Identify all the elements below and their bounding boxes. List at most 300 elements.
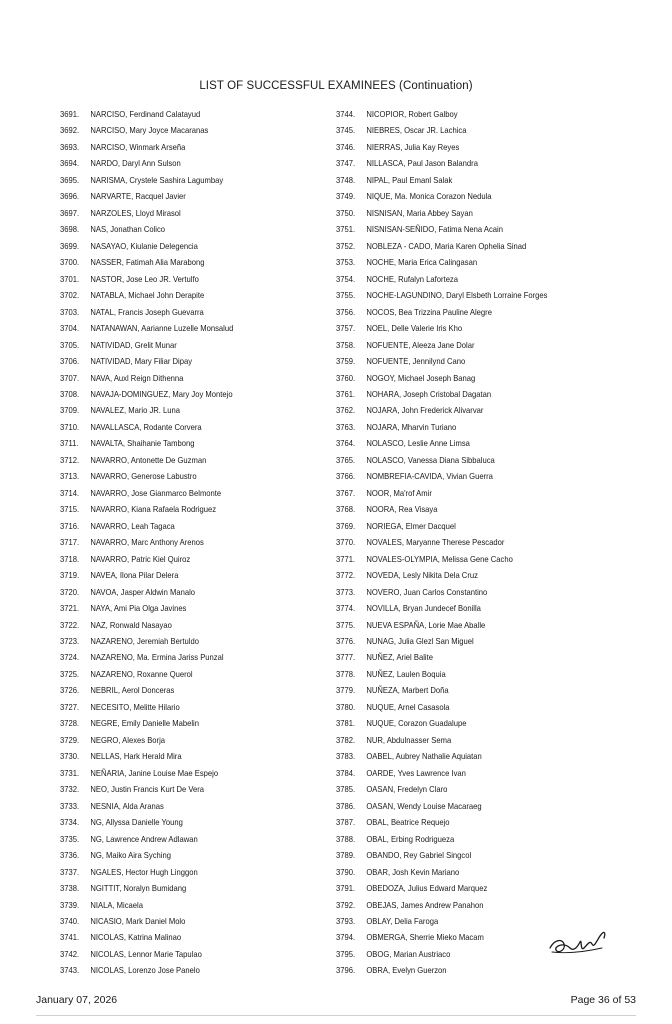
examinee-number: 3691. [60,109,80,119]
examinee-name: NOVILLA, Bryan Jundecef Bonilla [366,603,481,614]
examinee-row [60,353,299,369]
examinee-number: 3692. [60,125,80,136]
examinee-number: 3770. [336,537,356,548]
examinee-number: 3766. [336,471,356,482]
examinee-name: OBAL, Beatrice Requejo [366,817,450,828]
examinee-name: NILLASCA, Paul Jason Balandra [366,158,478,169]
examinee-row [60,122,299,138]
examinee-number: 3758. [336,339,356,350]
examinee-row [336,172,612,188]
examinee-number: 3782. [336,734,356,745]
examinee-number: 3728. [60,718,80,729]
examinee-row [60,897,299,913]
examinee-number: 3707. [60,372,80,383]
examinee-name: NAVOA, Jasper Aldwin Manalo [90,586,196,597]
examinee-name: NICOPIOR, Robert Galboy [366,109,458,119]
examinee-number: 3785. [336,784,356,795]
examinee-number: 3792. [336,899,356,910]
examinee-number: 3773. [336,586,356,597]
examinee-name: NICOLAS, Lennor Marie Tapulao [90,948,202,959]
examinee-name: NAZARENO, Jeremiah Bertuldo [90,636,199,646]
examinee-row [336,271,612,287]
examinee-name: NOEL, Delle Valerie Iris Kho [366,323,463,334]
examinee-number: 3701. [60,273,80,284]
examinee-number: 3700. [60,257,80,268]
examinee-name: NAVAJA-DOMINGUEZ, Mary Joy Montejo [90,388,233,399]
examinee-name: NUÑEZ, Ariel Balite [366,652,433,663]
examinee-number: 3772. [336,570,356,581]
examinee-row [60,962,299,978]
examinee-name: NOFUENTE, Aleeza Jane Dolar [366,339,475,350]
examinee-row [60,287,299,303]
examinee-number: 3749. [336,191,356,202]
examinee-number: 3709. [60,405,80,416]
examinee-row [60,155,299,171]
examinee-number: 3742. [60,948,80,959]
examinee-name: NAYA, Ami Pia Olga Javines [90,603,187,614]
examinee-row [336,897,612,913]
examinee-name: NUR, Abdulnasser Sema [366,734,452,745]
examinee-row [60,435,299,451]
examinee-row [336,353,612,369]
examinee-number: 3730. [60,751,80,762]
examinee-name: NUNAG, Julia Glezl San Miguel [366,636,474,646]
examinee-name: NG, Maiko Aira Syching [90,850,171,861]
examinee-row [336,402,612,418]
examinee-number: 3706. [60,356,80,367]
footer-page-number: Page 36 of 53 [570,994,636,1006]
examinee-name: NARVARTE, Racquel Javier [90,191,186,202]
examinee-number: 3794. [336,932,356,943]
signature-image [544,918,614,962]
examinee-number: 3784. [336,767,356,778]
examinee-number: 3719. [60,570,80,581]
examinee-number: 3760. [336,372,356,383]
examinee-row [60,370,299,386]
examinee-name: NEBRIL, Aerol Donceras [90,685,175,696]
examinee-number: 3713. [60,471,80,482]
examinee-row [60,798,299,814]
examinee-number: 3698. [60,224,80,235]
examinee-name: NOVALES, Maryanne Therese Pescador [366,537,505,548]
examinee-name: NOHARA, Joseph Cristobal Dagatan [366,388,492,399]
examinee-name: NAZARENO, Roxanne Querol [90,668,193,679]
examinee-number: 3727. [60,701,80,712]
examinee-name: OBLAY, Delia Faroga [366,915,439,926]
examinee-number: 3768. [336,504,356,515]
examinee-row [60,748,299,764]
examinee-number: 3721. [60,603,80,614]
examinee-row [336,320,612,336]
examinee-row [336,501,612,517]
examinee-name: NUÑEZ, Laulen Boquia [366,668,446,679]
examinee-row [60,386,299,402]
examinee-number: 3737. [60,866,80,877]
examinee-row [60,600,299,616]
examinee-row [336,122,612,138]
examinee-number: 3753. [336,257,356,268]
examinee-number: 3752. [336,240,356,251]
examinee-number: 3767. [336,487,356,498]
examinee-number: 3769. [336,520,356,531]
examinee-row [60,271,299,287]
examinee-number: 3741. [60,932,80,943]
examinee-row [336,205,612,221]
examinee-name: NEÑARIA, Janine Louise Mae Espejo [90,767,219,778]
examinee-name: NICASIO, Mark Daniel Molo [90,915,186,926]
examinee-row [336,419,612,435]
examinee-row [336,287,612,303]
examinee-row [60,732,299,748]
examinee-number: 3757. [336,323,356,334]
examinee-number: 3710. [60,421,80,432]
examinee-row [60,419,299,435]
examinee-number: 3790. [336,866,356,877]
examinee-number: 3756. [336,306,356,317]
examinee-name: NOJARA, John Frederick Alivarvar [366,405,484,416]
examinee-row [336,254,612,270]
examinee-name: NAVARRO, Generose Labustro [90,471,197,482]
examinee-name: NGITTIT, Noralyn Bumidang [90,883,187,894]
examinee-name: NIALA, Micaela [90,899,143,910]
examinee-number: 3783. [336,751,356,762]
examinee-row [60,501,299,517]
examinee-number: 3720. [60,586,80,597]
examinee-name: NATANAWAN, Aarianne Luzelle Monsalud [90,323,234,334]
examinee-row [336,600,612,616]
examinee-row [60,485,299,501]
examinee-number: 3717. [60,537,80,548]
examinee-number: 3759. [336,356,356,367]
examinee-name: NUÑEZA, Marbert Doña [366,685,449,696]
examinee-row [60,617,299,633]
examinee-number: 3697. [60,207,80,218]
examinee-row [336,386,612,402]
examinee-name: OBEJAS, James Andrew Panahon [366,899,484,910]
examinee-name: NAVALEZ, Mario JR. Luna [90,405,181,416]
examinee-number: 3745. [336,125,356,136]
examinee-number: 3779. [336,685,356,696]
examinee-number: 3796. [336,965,356,976]
examinee-row [60,946,299,962]
examinee-number: 3755. [336,290,356,301]
examinee-number: 3699. [60,240,80,251]
examinee-name: NASAYAO, Kiulanie Delegencia [90,240,198,251]
examinee-name: OBANDO, Rey Gabriel Singcol [366,850,472,861]
examinee-number: 3761. [336,388,356,399]
examinee-number: 3764. [336,438,356,449]
examinee-name: NIEBRES, Oscar JR. Lachica [366,125,467,136]
examinee-number: 3787. [336,817,356,828]
examinee-name: NOORA, Rea Visaya [366,504,438,515]
examinee-row [336,468,612,484]
examinee-name: OARDE, Yves Lawrence Ivan [366,767,466,778]
examinee-number: 3729. [60,734,80,745]
examinee-row [60,139,299,155]
examinee-name: NOBLEZA - CADO, Maria Karen Ophelia Sinad [366,240,527,251]
examinee-name: NOOR, Ma'rof Amir [366,487,432,498]
examinee-row [60,534,299,550]
examinee-name: NASSER, Fatimah Alia Marabong [90,257,205,268]
examinee-row [60,304,299,320]
examinee-row [336,435,612,451]
examinee-name: NOGOY, Michael Joseph Banag [366,372,476,383]
examinee-row [60,551,299,567]
examinee-number: 3781. [336,718,356,729]
examinee-row [336,798,612,814]
examinee-number: 3739. [60,899,80,910]
examinee-row [336,880,612,896]
examinee-name: NARCISO, Mary Joyce Macaranas [90,125,209,136]
examinee-number: 3726. [60,685,80,696]
examinee-number: 3723. [60,636,80,646]
examinee-number: 3751. [336,224,356,235]
examinee-row [336,748,612,764]
examinee-name: OBOG, Marian Austriaco [366,948,451,959]
examinee-name: NOLASCO, Vanessa Diana Sibbaluca [366,454,495,465]
examinee-name: NAVARRO, Jose Gianmarco Belmonte [90,487,222,498]
examinee-name: NAVALTA, Shaihanie Tambong [90,438,195,449]
examinee-row [60,584,299,600]
examinee-name: NOJARA, Mharvin Turiano [366,421,457,432]
examinee-number: 3795. [336,948,356,959]
examinee-name: NESNIA, Alda Aranas [90,800,164,811]
examinee-name: OASAN, Fredelyn Claro [366,784,448,795]
examinee-name: NUQUE, Corazon Guadalupe [366,718,467,729]
examinee-name: NOFUENTE, Jennilynd Cano [366,356,466,367]
examinee-name: OABEL, Aubrey Nathalie Aquiatan [366,751,482,762]
examinee-name: NUEVA ESPAÑA, Lorie Mae Aballe [366,619,486,630]
examinee-name: NECESITO, Melitte Hilario [90,701,180,712]
examinee-number: 3775. [336,619,356,630]
examinee-row [336,781,612,797]
examinee-number: 3789. [336,850,356,861]
examinee-name: OASAN, Wendy Louise Macaraeg [366,800,482,811]
examinee-row [336,765,612,781]
examinee-row [336,155,612,171]
examinee-name: NATAL, Francis Joseph Guevarra [90,306,204,317]
examinee-number: 3732. [60,784,80,795]
examinee-number: 3776. [336,636,356,646]
examinee-row [336,847,612,863]
examinee-name: NARZOLES, Lloyd Mirasol [90,207,181,218]
examinee-number: 3733. [60,800,80,811]
examinee-name: NOCHE-LAGUNDINO, Daryl Elsbeth Lorraine Forges [366,290,548,301]
examinee-name: NOVEDA, Lesly Nikita Dela Cruz [366,570,478,581]
examinee-name: NATIVIDAD, Mary Filiar Dipay [90,356,193,367]
examinee-row [336,139,612,155]
examinee-name: NAVARRO, Patric Kiel Quiroz [90,553,191,564]
examinee-name: NAVARRO, Antonette De Guzman [90,454,207,465]
examinee-number: 3791. [336,883,356,894]
examinee-row [60,929,299,945]
examinee-row [336,238,612,254]
footer-divider [36,1015,636,1016]
examinee-row [60,452,299,468]
examinee-row [336,864,612,880]
examinee-row [336,666,612,682]
examinee-number: 3695. [60,174,80,185]
examinee-row [60,402,299,418]
examinee-name: NELLAS, Hark Herald Mira [90,751,182,762]
examinee-row [60,831,299,847]
examinee-number: 3712. [60,454,80,465]
examinee-number: 3750. [336,207,356,218]
examinee-number: 3703. [60,306,80,317]
examinee-row [336,831,612,847]
examinee-number: 3715. [60,504,80,515]
examinee-row [336,518,612,534]
examinee-number: 3777. [336,652,356,663]
examinee-name: NG, Allyssa Danielle Young [90,817,183,828]
examinee-number: 3704. [60,323,80,334]
examinee-row [336,732,612,748]
examinee-number: 3774. [336,603,356,614]
examinee-name: NOLASCO, Leslie Anne Limsa [366,438,470,449]
examinee-name: NGALES, Hector Hugh Linggon [90,866,198,877]
examinee-row [60,320,299,336]
examinee-name: NARDO, Daryl Ann Sulson [90,158,181,169]
examinee-name: NISNISAN, Maria Abbey Sayan [366,207,473,218]
examinee-row [336,452,612,468]
examinee-name: OBAR, Josh Kevin Mariano [366,866,460,877]
examinees-list-right [336,106,636,979]
examinee-row [60,682,299,698]
examinee-row [336,584,612,600]
examinee-row [60,633,299,649]
examinee-number: 3793. [336,915,356,926]
examinee-name: NIERRAS, Julia Kay Reyes [366,141,460,152]
examinee-name: OBMERGA, Sherrie Mieko Macam [366,932,484,943]
examinee-name: NARISMA, Crystele Sashira Lagumbay [90,174,224,185]
examinee-number: 3762. [336,405,356,416]
examinee-name: NAVEA, Ilona Pilar Delera [90,570,179,581]
examinee-name: NAVA, Auxl Reign Dithenna [90,372,184,383]
examinee-name: OBAL, Erbing Rodrigueza [366,833,455,844]
examinee-row [60,649,299,665]
examinee-name: NAZARENO, Ma. Ermina Jariss Punzal [90,652,224,663]
examinee-row [60,699,299,715]
examinee-number: 3786. [336,800,356,811]
examinee-name: NOCOS, Bea Trizzina Pauline Alegre [366,306,492,317]
examinee-row [60,106,299,122]
examinee-name: NISNISAN-SEÑIDO, Fatima Nena Acain [366,224,503,235]
examinee-row [60,221,299,237]
examinee-number: 3696. [60,191,80,202]
examinee-name: NAZ, Ronwald Nasayao [90,619,172,630]
examinee-name: NORIEGA, Elmer Dacquel [366,520,456,531]
examinee-number: 3711. [60,438,79,449]
examinee-row [60,715,299,731]
examinee-name: NEGRO, Alexes Borja [90,734,166,745]
examinee-name: NOMBREFIA-CAVIDA, Vivian Guerra [366,471,493,482]
examinee-row [336,699,612,715]
examinee-row [336,337,612,353]
examinee-row [60,518,299,534]
examinee-row [60,781,299,797]
examinee-number: 3748. [336,174,356,185]
examinee-name: NICOLAS, Katrina Malinao [90,932,182,943]
examinee-row [336,188,612,204]
examinee-row [60,864,299,880]
examinee-name: NAVARRO, Leah Tagaca [90,520,175,531]
examinee-number: 3738. [60,883,80,894]
examinee-row [336,814,612,830]
examinee-row [336,534,612,550]
examinee-name: NATIVIDAD, Grelit Munar [90,339,177,350]
examinee-number: 3735. [60,833,80,844]
examinee-row [336,221,612,237]
examinee-row [60,205,299,221]
examinee-number: 3765. [336,454,356,465]
examinee-name: NOCHE, Maria Erica Calingasan [366,257,478,268]
examinee-number: 3778. [336,668,356,679]
examinee-number: 3716. [60,520,80,531]
examinee-row [60,172,299,188]
examinee-name: OBRA, Evelyn Guerzon [366,965,447,976]
examinee-name: NOCHE, Rufalyn Laforteza [366,273,459,284]
examinee-row [60,880,299,896]
examinee-number: 3705. [60,339,80,350]
examinee-number: 3708. [60,388,80,399]
examinee-number: 3734. [60,817,80,828]
examinee-row [336,567,612,583]
examinee-row [336,551,612,567]
examinee-row [60,814,299,830]
examinee-row [60,188,299,204]
examinee-number: 3744. [336,109,356,119]
examinee-row [60,337,299,353]
examinee-name: NAVARRO, Marc Anthony Arenos [90,537,204,548]
examinee-name: NAVARRO, Kiana Rafaela Rodriguez [90,504,217,515]
examinee-number: 3731. [60,767,80,778]
examinee-name: NASTOR, Jose Leo JR. Vertulfo [90,273,199,284]
examinee-name: NOVALES-OLYMPIA, Melissa Gene Cacho [366,553,513,564]
examinee-name: NOVERO, Juan Carlos Constantino [366,586,488,597]
examinee-name: NG, Lawrence Andrew Adlawan [90,833,198,844]
examinee-number: 3746. [336,141,356,152]
examinee-number: 3702. [60,290,80,301]
examinee-name: NARCISO, Ferdinand Calatayud [90,109,201,119]
page-title: LIST OF SUCCESSFUL EXAMINEES (Continuation) [199,80,473,92]
examinee-row [60,567,299,583]
examinee-name: NEO, Justin Francis Kurt De Vera [90,784,205,795]
examinee-number: 3714. [60,487,80,498]
examinee-row [336,370,612,386]
examinee-row [60,666,299,682]
examinee-number: 3724. [60,652,80,663]
examinees-list-left [60,106,320,979]
examinee-name: NIPAL, Paul Emanl Salak [366,174,453,185]
examinee-name: NAS, Jonathan Colico [90,224,166,235]
examinee-row [336,633,612,649]
examinee-row [60,765,299,781]
examinee-name: OBEDOZA, Julius Edward Marquez [366,883,488,894]
examinee-row [336,485,612,501]
examinee-number: 3718. [60,553,80,564]
examinee-row [336,304,612,320]
examinee-row [336,649,612,665]
examinee-number: 3736. [60,850,80,861]
examinee-name: NEGRE, Emily Danielle Mabelin [90,718,199,729]
examinee-row [60,238,299,254]
examinee-number: 3694. [60,158,80,169]
examinee-row [336,106,612,122]
examinee-number: 3780. [336,701,356,712]
examinee-row [60,847,299,863]
examinee-number: 3743. [60,965,80,976]
examinee-number: 3788. [336,833,356,844]
